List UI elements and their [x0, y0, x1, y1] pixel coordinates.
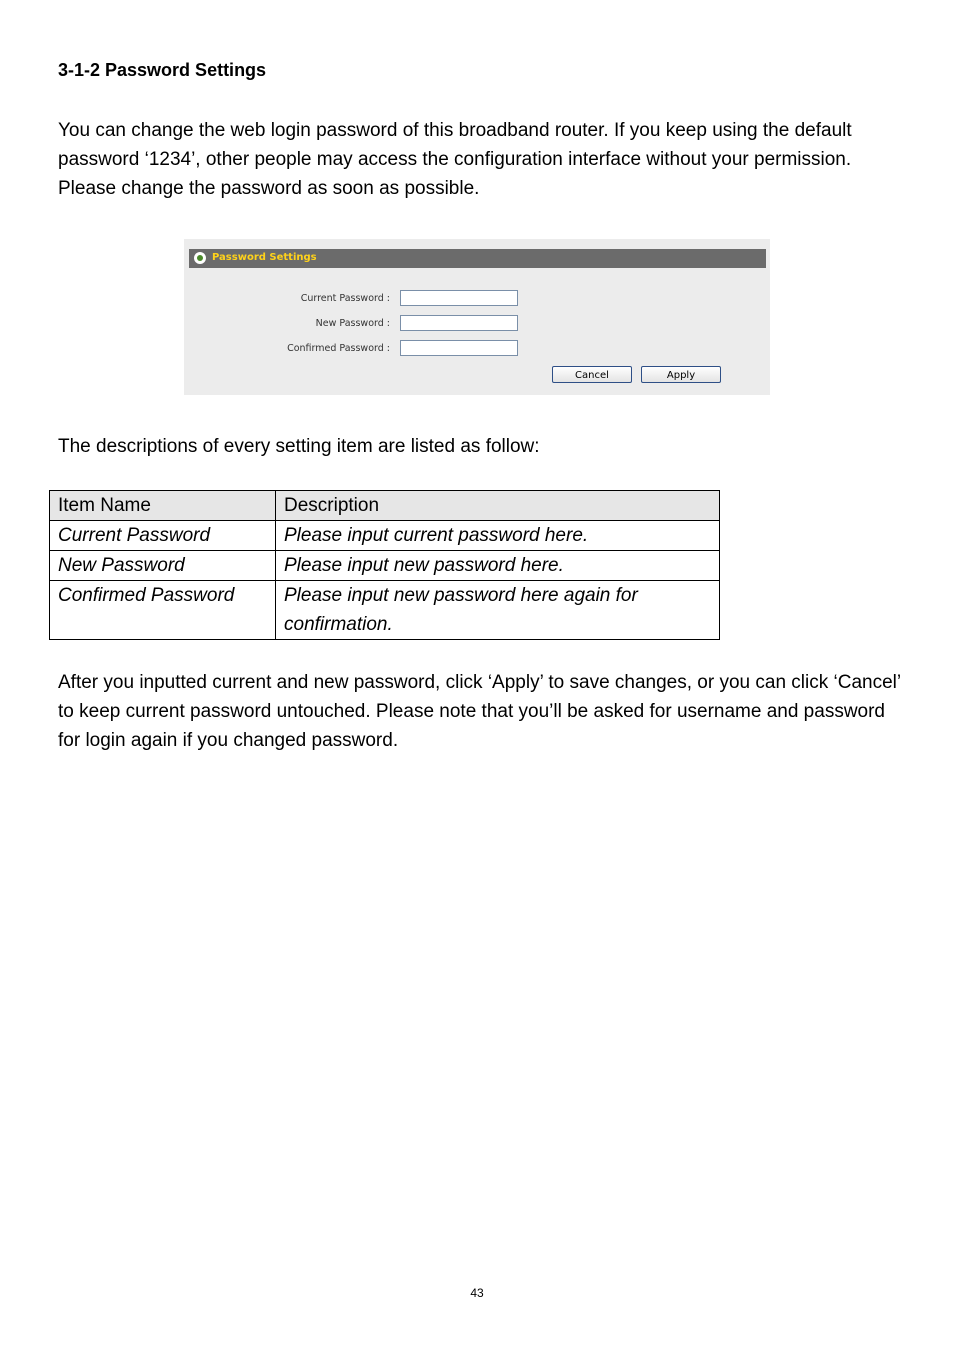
- cancel-button[interactable]: Cancel: [552, 366, 632, 383]
- table-intro-paragraph: The descriptions of every setting item are listed as follow:: [58, 436, 540, 457]
- settings-description-table: [49, 490, 720, 640]
- item-name-cell: Current Password: [50, 521, 276, 551]
- column-header: Item Name: [50, 491, 276, 521]
- table-row: [50, 581, 720, 640]
- item-name-cell: New Password: [50, 551, 276, 581]
- confirmed-password-label: Confirmed Password :: [287, 343, 390, 354]
- outro-paragraph: After you inputted current and new password, click ‘Apply’ to save changes, or you can click ‘Cancel’ to keep current password untouched. Please note that you’ll be asked for username and password for login again if you changed password.: [58, 672, 901, 751]
- description-cell: Please input current password here.: [276, 521, 720, 551]
- page-number: 43: [470, 1286, 484, 1300]
- current-password-input[interactable]: [400, 290, 518, 306]
- new-password-label: New Password :: [315, 318, 390, 329]
- apply-button[interactable]: Apply: [641, 366, 721, 383]
- password-settings-panel: [184, 239, 770, 395]
- table-row: [50, 551, 720, 581]
- intro-paragraph: You can change the web login password of this broadband router. If you keep using the default password ‘1234’, other people may access the configuration interface without your permission. Please change the password as soon as possible.: [58, 120, 852, 199]
- column-header: Description: [276, 491, 720, 521]
- new-password-input[interactable]: [400, 315, 518, 331]
- bullet-icon: [194, 252, 206, 264]
- description-cell: Please input new password here again for confirmation.: [276, 581, 720, 640]
- current-password-label: Current Password :: [300, 293, 390, 304]
- table-header-row: [50, 491, 720, 521]
- confirmed-password-input[interactable]: [400, 340, 518, 356]
- section-heading: 3-1-2 Password Settings: [58, 60, 267, 80]
- item-name-cell: Confirmed Password: [50, 581, 276, 640]
- panel-header: [189, 249, 766, 268]
- table-row: [50, 521, 720, 551]
- description-cell: Please input new password here.: [276, 551, 720, 581]
- panel-title: Password Settings: [212, 252, 317, 263]
